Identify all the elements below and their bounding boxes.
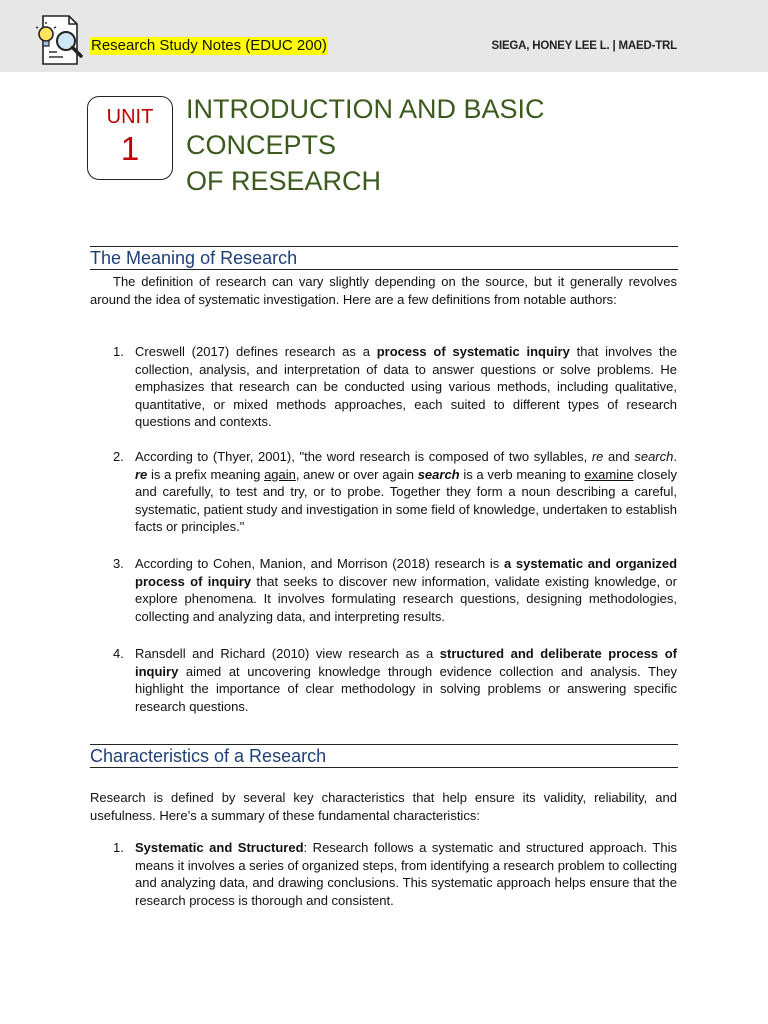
bold-term: a systematic and organized process of inquiry	[135, 556, 678, 589]
section-heading-characteristics: Characteristics of a Research	[90, 744, 678, 768]
text-run: that involves the collection, analysis, and interpretation of data to answer questions or solve problems. He emphasizes that research can be conducted using various methods, including qualitative, quantitative, or mixed methods approaches, each suited to different types of research questions and contexts.	[135, 344, 677, 430]
section-heading-meaning: The Meaning of Research	[90, 246, 678, 270]
unit-number: 1	[120, 130, 140, 167]
list-item	[90, 448, 677, 536]
underlined-term: examine	[584, 466, 634, 482]
text-run: that seeks to discover new information, validate existing knowledge, or explore phenomena. It involves formulating research questions, designing methodologies, collecting and analyzing data, and interpreting results.	[135, 573, 677, 624]
bold-italic-term: search	[417, 466, 460, 482]
list-number: 1.	[113, 344, 124, 359]
list-number: 3.	[113, 556, 124, 571]
bold-italic-term: re	[135, 466, 148, 482]
bold-term: structured and deliberate process of inquiry	[135, 646, 677, 679]
text-run: is a prefix meaning	[147, 466, 265, 482]
text-run: Ransdell and Richard (2010) view research as a	[135, 646, 440, 661]
list-item	[90, 343, 677, 431]
unit-label: UNIT	[106, 106, 154, 128]
italic-term: re	[591, 449, 604, 464]
text-run: is a verb meaning to	[459, 466, 585, 482]
text-run: : Research follows a systematic and structured approach. This means it involves a series of organized steps, from identifying a research problem to collecting and analyzing data, and drawing conclusions. This systematic approach helps ensure that the research process is thorough and consistent.	[135, 840, 677, 908]
text-run: According to (Thyer, 2001), "the word research is composed of two syllables,	[135, 449, 592, 464]
bold-term: Systematic and Structured	[135, 840, 304, 855]
header-bar	[0, 0, 768, 72]
text-run: .	[673, 449, 677, 464]
list-number: 4.	[113, 646, 124, 661]
text-run: closely and carefully, to test and try, or to probe. Together they form a noun describing a careful, systematic, patient study and investigation in some field of knowledge, undertaken to establish facts or principles."	[135, 466, 677, 535]
characteristics-intro: Research is defined by several key characteristics that help ensure its validity, reliability, and usefulness. Here’s a summary of these fundamental characteristics:	[90, 790, 677, 823]
unit-title-line: OF RESEARCH	[186, 166, 382, 196]
unit-title-line: CONCEPTS	[186, 130, 337, 160]
unit-badge	[87, 96, 173, 180]
text-run: According to Cohen, Manion, and Morrison (2018) research is	[135, 556, 504, 571]
unit-title-line: INTRODUCTION AND BASIC	[186, 94, 545, 124]
list-number: 1.	[113, 840, 124, 855]
bold-term: process of systematic inquiry	[376, 344, 570, 359]
meaning-intro: The definition of research can vary slightly depending on the source, but it generally revolves around the idea of systematic investigation. Here are a few definitions from notable authors:	[90, 274, 677, 307]
author-name: SIEGA, HONEY LEE L. | MAED-TRL	[491, 40, 677, 52]
italic-term: search	[634, 449, 674, 464]
text-run: aimed at uncovering knowledge through evidence collection and analysis. They highlight the importance of clear methodology in solving problems or answering specific research questions.	[135, 663, 677, 714]
text-run: and	[603, 449, 635, 464]
text-run: , anew or over again	[295, 466, 418, 482]
course-title: Research Study Notes (EDUC 200)	[91, 37, 327, 54]
list-item	[90, 839, 677, 909]
list-item	[90, 555, 677, 625]
research-idea-document-icon	[33, 14, 85, 66]
unit-title	[186, 91, 545, 199]
list-number: 2.	[113, 449, 124, 464]
underlined-term: again	[264, 466, 296, 482]
text-run: Creswell (2017) defines research as a	[135, 344, 377, 359]
list-item	[90, 645, 677, 715]
